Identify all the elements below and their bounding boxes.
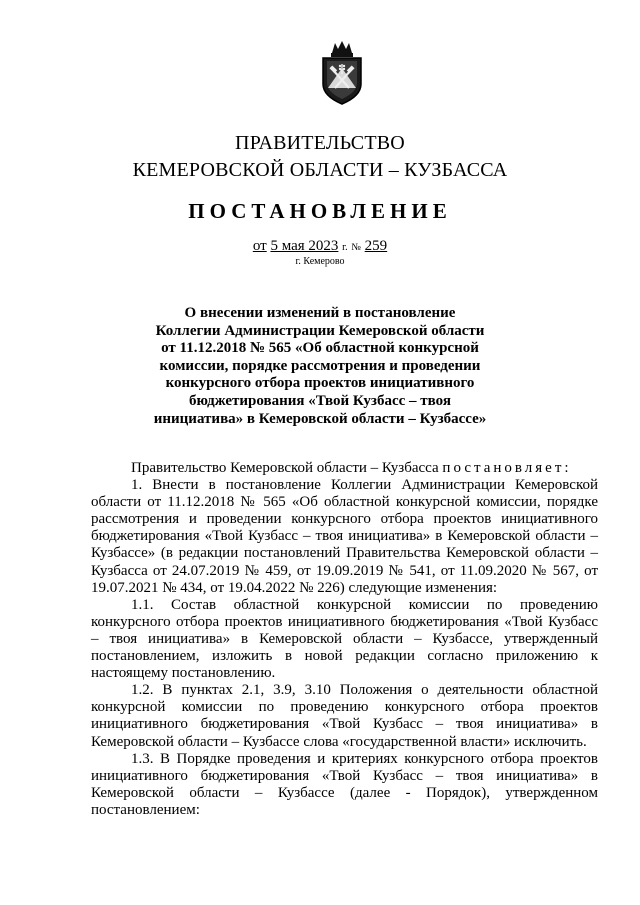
subject-line: конкурсного отбора проектов инициативного bbox=[165, 375, 475, 392]
government-name-line2: КЕМЕРОВСКОЙ ОБЛАСТИ – КУЗБАССА bbox=[132, 159, 508, 181]
preamble-verb: постановляет: bbox=[442, 460, 572, 476]
decree-subject bbox=[150, 305, 490, 428]
paragraph-1-2: 1.2. В пунктах 2.1, 3.9, 3.10 Положения о деятельности областной конкурсной комиссии по проведению конкурсного отбора проектов инициативного бюджетирования «Твой Кузбасс – твоя инициатива» в Кемеровской области – Кузбассе слова «государственной власти» исключить. bbox=[91, 682, 598, 750]
city-name: г. Кемерово bbox=[295, 256, 345, 267]
year-suffix: г. bbox=[342, 242, 348, 253]
subject-line: О внесении изменений в постановление bbox=[184, 305, 456, 321]
decree-body bbox=[91, 460, 598, 819]
paragraph-1: 1. Внести в постановление Коллегии Администрации Кемеровской области от 11.12.2018 № 565 «Об областной конкурсной комиссии, порядке рассмотрения и проведении конкурсного отбора проектов инициативного бюджетирования «Твой Кузбасс – твоя инициатива» в Кемеровской области – Кузбассе» (в редакции постановлений Правительства Кемеровской области – Кузбасса от 24.07.2019 № 459, от 19.09.2019 № 541, от 11.09.2020 № 567, от 19.07.2021 № 434, от 19.04.2022 № 226) следующие изменения: bbox=[91, 477, 598, 596]
decree-date: 5 мая 2023 bbox=[270, 238, 339, 254]
paragraph-1-3: 1.3. В Порядке проведения и критериях конкурсного отбора проектов инициативного бюджетирования «Твой Кузбасс – твоя инициатива» в Кемеровской области – Кузбассе (далее - Порядок), утвержденном постановлением: bbox=[91, 750, 598, 818]
number-sign: № bbox=[351, 242, 361, 253]
kemerovo-coat-of-arms-icon bbox=[319, 40, 365, 106]
decree-dateline bbox=[0, 238, 640, 255]
subject-line: бюджетирования «Твой Кузбасс – твоя bbox=[189, 392, 451, 409]
paragraph-1-1: 1.1. Состав областной конкурсной комиссии по проведению конкурсного отбора проектов инициативного бюджетирования «Твой Кузбасс – твоя инициатива» в Кемеровской области – Кузбассе, утвержденный постановлением, изложить в новой редакции согласно приложению к настоящему постановлению. bbox=[91, 596, 598, 682]
subject-line: инициатива» в Кемеровской области – Кузбассе» bbox=[153, 410, 487, 427]
decree-number: 259 bbox=[364, 238, 388, 254]
subject-line: Коллегии Администрации Кемеровской области bbox=[155, 322, 485, 339]
date-prefix: от bbox=[252, 238, 267, 254]
subject-line: от 11.12.2018 № 565 «Об областной конкурсной bbox=[161, 340, 479, 357]
document-type-title: ПОСТАНОВЛЕНИЕ bbox=[188, 199, 452, 223]
government-name-line1: ПРАВИТЕЛЬСТВО bbox=[235, 132, 405, 154]
preamble bbox=[91, 460, 598, 477]
subject-line: комиссии, порядке рассмотрения и проведении bbox=[159, 357, 481, 374]
preamble-text: Правительство Кемеровской области – Кузбасса bbox=[131, 460, 439, 476]
